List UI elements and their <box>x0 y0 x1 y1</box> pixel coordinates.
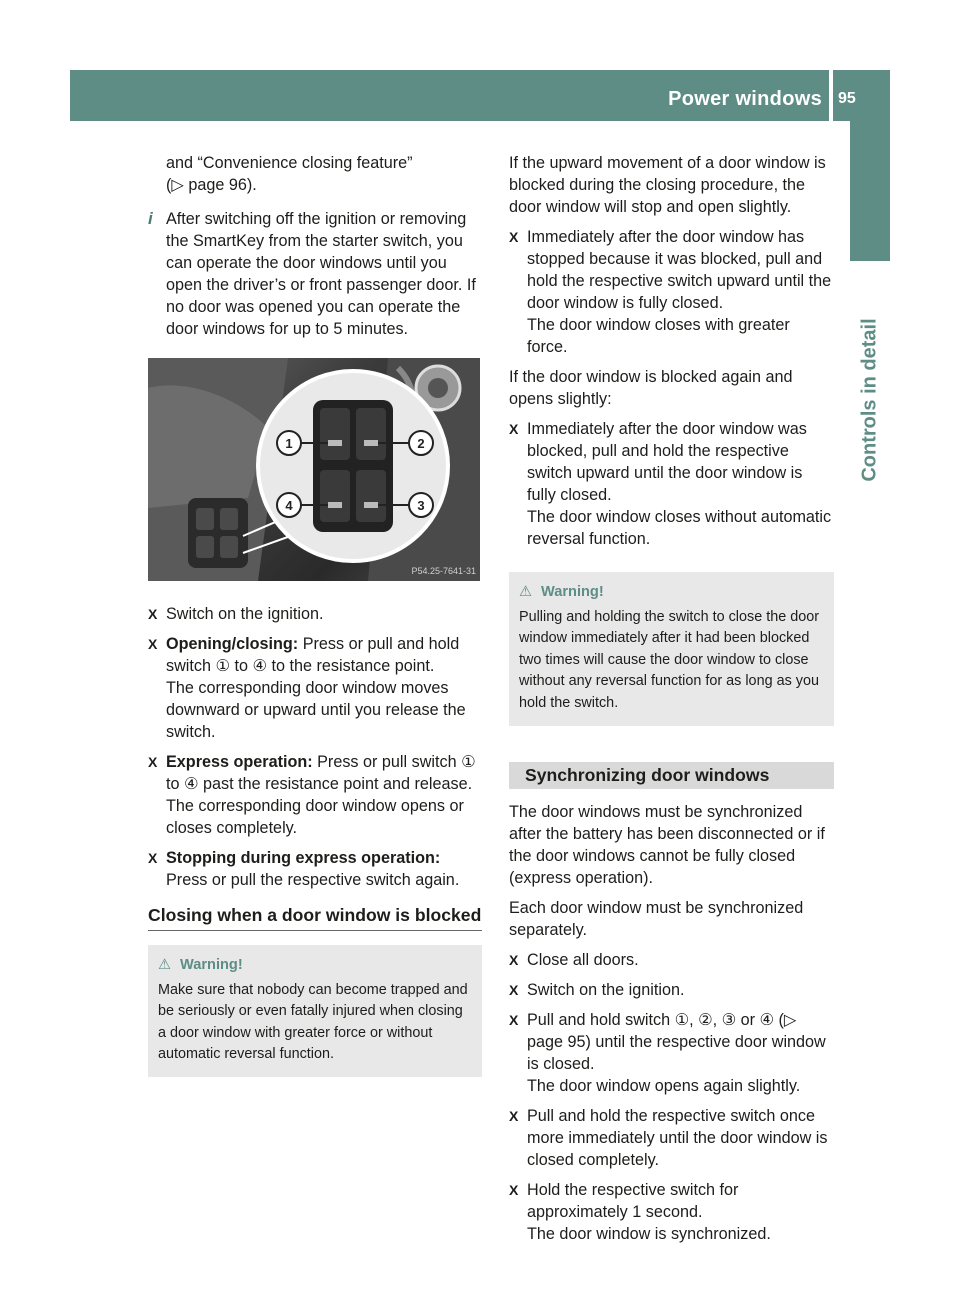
step-marker-icon: X <box>509 421 519 437</box>
sync-step <box>509 1105 834 1171</box>
step-marker-icon: X <box>509 1011 519 1028</box>
right-column <box>509 152 834 1253</box>
step-text: Switch on the ignition. <box>166 605 324 623</box>
chapter-label: Controls in detail <box>858 318 881 482</box>
callout-2-label: 2 <box>417 436 425 451</box>
warning-title: ⚠ Warning! <box>158 955 472 977</box>
warning-box <box>509 572 834 726</box>
intro-line-2: (▷ page 96). <box>166 176 257 194</box>
step-text: Pull and hold switch ①, ②, ③ or ④ (▷ page 95) until the respective door window is closed. <box>527 1010 826 1073</box>
info-icon: i <box>148 209 153 228</box>
step-result: The door window opens again slightly. <box>527 1076 801 1095</box>
step-marker-icon: X <box>509 1107 519 1124</box>
step-lead: Opening/closing: <box>166 635 299 653</box>
warning-text: Make sure that nobody can become trapped and be seriously or even fatally injured when closing a door window with greater force or without automatic reversal function. <box>158 981 468 1063</box>
callout-4-label: 4 <box>285 498 293 513</box>
step-marker-icon: X <box>509 229 519 245</box>
info-note <box>148 208 482 340</box>
callout-1-label: 1 <box>285 436 293 451</box>
step-text <box>166 847 482 891</box>
step-item <box>509 226 834 358</box>
sync-heading: Synchronizing door windows <box>509 762 834 789</box>
window-switch-illustration <box>148 358 480 581</box>
step-marker-icon: X <box>148 850 158 866</box>
header-separator <box>829 70 833 121</box>
step-body: Press or pull the respective switch again. <box>166 871 460 889</box>
warning-triangle-icon: ⚠ <box>519 584 533 600</box>
intro-paragraph: If the upward movement of a door window is blocked during the closing procedure, the door window will stop and open slightly. <box>509 154 826 216</box>
step-text: Hold the respective switch for approximately 1 second. <box>527 1180 739 1221</box>
side-tab <box>850 121 890 261</box>
step-text <box>166 633 482 677</box>
warning-box <box>148 945 482 1077</box>
section-title: Power windows <box>668 88 822 110</box>
step-marker-icon: X <box>148 754 158 770</box>
step-lead: Stopping during express operation: <box>166 849 441 867</box>
step-marker-icon: X <box>148 636 158 652</box>
step-item <box>148 603 482 625</box>
step-marker-icon: X <box>509 981 519 998</box>
info-text: After switching off the ignition or removing the SmartKey from the starter switch, you can operate the door windows until you open the driver’s or front passenger door. If no door was opened you can operate the door windows for up to 5 minutes. <box>166 210 476 338</box>
left-column <box>148 152 482 1077</box>
step-result: The door window closes with greater force. <box>527 316 790 356</box>
step-item <box>148 847 482 891</box>
sync-step <box>509 979 834 1001</box>
sync-paragraph-2: Each door window must be synchronized separately. <box>509 898 804 939</box>
step-result: The corresponding door window moves downward or upward until you release the switch. <box>166 679 466 741</box>
warning-triangle-icon: ⚠ <box>158 957 172 973</box>
warning-title: ⚠ Warning! <box>519 582 824 604</box>
section-heading: Closing when a door window is blocked <box>148 905 482 931</box>
step-text: Immediately after the door window has stopped because it was blocked, pull and hold the respective switch upward until the door window is fully closed. <box>527 228 832 312</box>
step-result: The corresponding door window opens or closes completely. <box>166 797 464 837</box>
step-marker-icon: X <box>509 951 519 968</box>
step-text: Immediately after the door window was blocked, pull and hold the respective switch upward until the door window is fully closed. <box>527 420 807 504</box>
paragraph: If the door window is blocked again and opens slightly: <box>509 368 793 408</box>
page-number: 95 <box>838 90 856 107</box>
step-text <box>166 751 482 795</box>
step-text: Close all doors. <box>527 950 639 969</box>
step-body: Press or pull switch ① to ④ past the resistance point and release. <box>166 753 476 793</box>
step-lead: Express operation: <box>166 753 313 771</box>
step-marker-icon: X <box>509 1181 519 1198</box>
image-code: P54.25-7641-31 <box>411 566 476 576</box>
step-item <box>509 418 834 550</box>
step-result: The door window closes without automatic reversal function. <box>527 508 832 548</box>
step-text: Pull and hold the respective switch once more immediately until the door window is closed completely. <box>527 1106 828 1169</box>
sync-step <box>509 1009 834 1097</box>
sync-paragraph-1: The door windows must be synchronized after the battery has been disconnected or if the door windows cannot be fully closed (express operation). <box>509 802 825 887</box>
step-item <box>148 751 482 839</box>
callout-3-label: 3 <box>417 498 425 513</box>
sync-step <box>509 949 834 971</box>
step-result: The door window is synchronized. <box>527 1224 771 1243</box>
warning-text: Pulling and holding the switch to close the door window immediately after it had been blocked two times will cause the door window to close without any reversal function for as long as you hold the switch. <box>519 608 819 711</box>
step-marker-icon: X <box>148 606 158 622</box>
window-switch-photo <box>148 358 480 581</box>
step-body: Press or pull and hold switch ① to ④ to the resistance point. <box>166 635 460 675</box>
step-text: Switch on the ignition. <box>527 980 685 999</box>
intro-line-1: and “Convenience closing feature” <box>166 154 413 172</box>
step-item <box>148 633 482 743</box>
sync-step <box>509 1179 834 1245</box>
